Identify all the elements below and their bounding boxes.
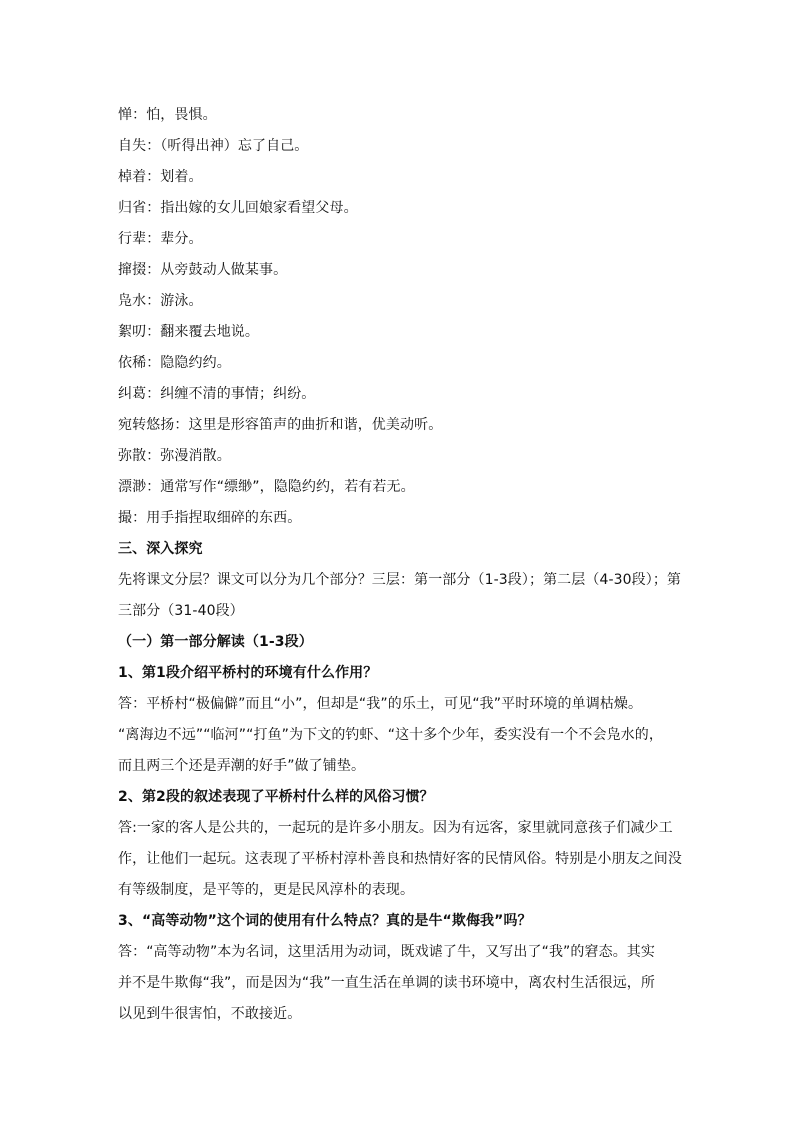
intro-line: 先将课文分层？课文可以分为几个部分？三层：第一部分（1-3段）；第二层（4-30段）；第 <box>118 572 682 588</box>
section-heading: 三、深入探究 <box>118 541 203 557</box>
answer-2-line: 作，让他们一起玩。这表现了平桥村淳朴善良和热情好客的民情风俗。特别是小朋友之间没 <box>118 851 682 867</box>
question-3: 3、“高等动物”这个词的使用有什么特点？真的是牛“欺侮我”吗？ <box>118 913 532 929</box>
glossary-item: 漂渺：通常写作“缥缈”，隐隐约约，若有若无。 <box>118 479 415 495</box>
document-body <box>118 100 698 1030</box>
glossary-item: 絮叨：翻来覆去地说。 <box>118 324 259 340</box>
glossary-item: 撮：用手指捏取细碎的东西。 <box>118 510 302 526</box>
question-2: 2、第2段的叙述表现了平桥村什么样的风俗习惯？ <box>118 789 434 805</box>
glossary-item: 弥散：弥漫消散。 <box>118 448 231 464</box>
glossary-item: 棹着：划着。 <box>118 169 203 185</box>
glossary-item: 依稀：隐隐约约。 <box>118 355 231 371</box>
glossary-item: 自失：（听得出神）忘了自己。 <box>118 138 309 154</box>
answer-3-line: 答：“高等动物”本为名词，这里活用为动词，既戏谑了牛，又写出了“我”的窘态。其实 <box>118 944 656 960</box>
glossary-item: 归省：指出嫁的女儿回娘家看望父母。 <box>118 200 358 216</box>
intro-line: 三部分（31-40段） <box>118 603 244 619</box>
glossary-item: 惮：怕，畏惧。 <box>118 107 217 123</box>
answer-3-line: 以见到牛很害怕，不敢接近。 <box>118 1006 302 1022</box>
answer-1-line: 答：平桥村“极偏僻”而且“小”，但却是“我”的乐土，可见“我”平时环境的单调枯燥。 <box>118 696 643 712</box>
question-1: 1、第1段介绍平桥村的环境有什么作用？ <box>118 665 378 681</box>
glossary-item: 纠葛：纠缠不清的事情；纠纷。 <box>118 386 316 402</box>
answer-1-line: “离海边不远”“临河”“打鱼”为下文的钓虾、“这十多个少年，委实没有一个不会凫水的， <box>118 727 663 743</box>
answer-2-line: 有等级制度，是平等的，更是民风淳朴的表现。 <box>118 882 415 898</box>
glossary-item: 撺掇：从旁鼓动人做某事。 <box>118 262 288 278</box>
answer-1-line: 而且两三个还是弄潮的好手”做了铺垫。 <box>118 758 366 774</box>
glossary-item: 宛转悠扬：这里是形容笛声的曲折和谐，优美动听。 <box>118 417 443 433</box>
answer-2-line: 答:一家的客人是公共的，一起玩的是许多小朋友。因为有远客，家里就同意孩子们减少工 <box>118 820 673 836</box>
part-heading: （一）第一部分解读（1-3段） <box>118 634 313 650</box>
glossary-item: 行辈：辈分。 <box>118 231 203 247</box>
answer-3-line: 并不是牛欺侮“我”，而是因为“我”一直生活在单调的读书环境中，离农村生活很远，所 <box>118 975 656 991</box>
glossary-item: 凫水：游泳。 <box>118 293 203 309</box>
